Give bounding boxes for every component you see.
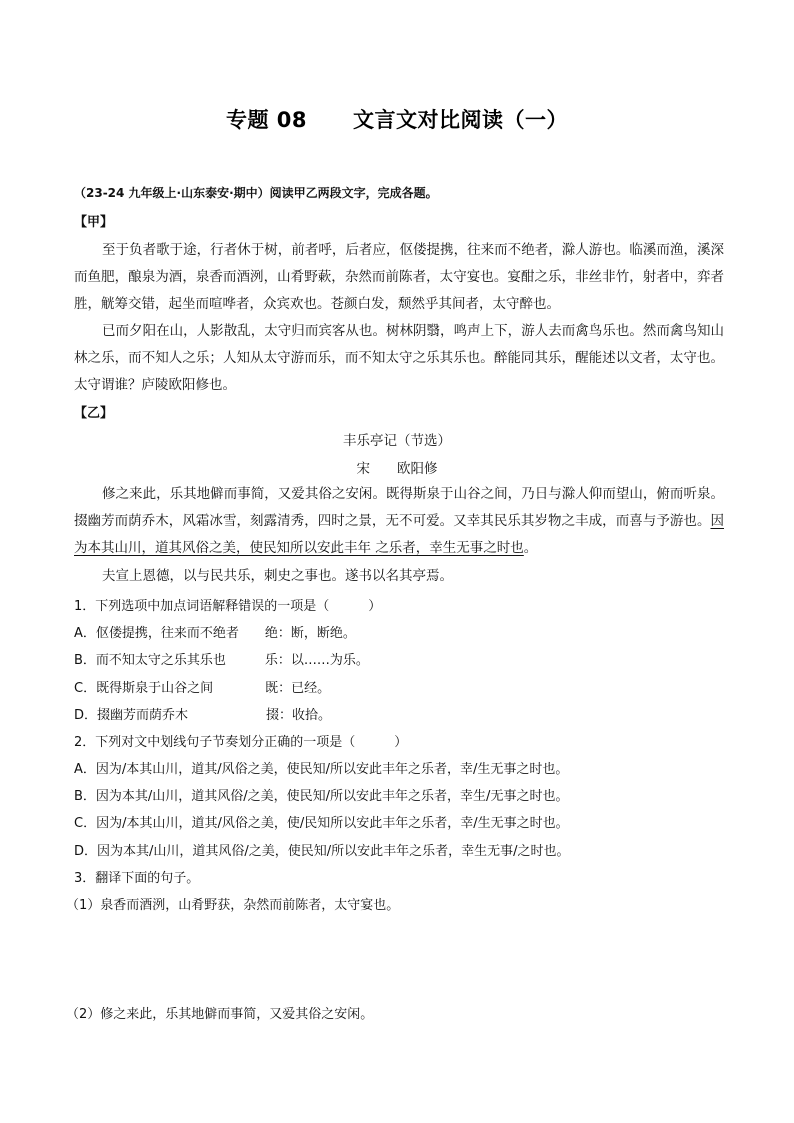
passage-yi-marker: 【乙】 xyxy=(74,406,114,421)
passage-jia-paragraph-2: 已而夕阳在山，人影散乱，太守归而宾客从也。树林阴翳，鸣声上下，游人去而禽鸟乐也。然而禽鸟知山林之乐，而不知人之乐；人知从太守游而乐，而不知太守之乐其乐也。醉能同其乐，醒能述以文者，太守也。太守谓谁？庐陵欧阳修也。 xyxy=(74,323,724,393)
q1-option-b: B．而不知太守之乐其乐也 乐：以……为乐。 xyxy=(74,653,369,668)
yi-text-end: 。 xyxy=(523,540,538,556)
q2-option-a: A．因为/本其山川，道其/风俗之美，使民知/所以安此丰年之乐者，幸/生无事之时也。 xyxy=(74,762,569,777)
title-name: 文言文对比阅读（一） xyxy=(353,108,569,132)
passage-yi-paragraph-1 xyxy=(74,481,724,562)
question-2: 2．下列对文中划线句子节奏划分正确的一项是（ ） xyxy=(74,735,408,750)
passage-jia-paragraph-1: 至于负者歌于途，行者休于树，前者呼，后者应，伛偻提携，往来而不绝者，滁人游也。临溪而渔，溪深而鱼肥，酿泉为酒，泉香而酒洌，山肴野蔌，杂然而前陈者，太守宴也。宴酣之乐，非丝非竹，射者中，弈者胜，觥筹交错，起坐而喧哗者，众宾欢也。苍颜白发，颓然乎其间者，太守醉也。 xyxy=(74,242,724,312)
passage-yi-heading: 丰乐亭记（节选） xyxy=(343,433,451,449)
question-source: （23-24 九年级上·山东泰安·期中）阅读甲乙两段文字，完成各题。 xyxy=(74,186,438,200)
passage-jia-marker: 【甲】 xyxy=(74,215,114,230)
passage-yi-author: 宋 欧阳修 xyxy=(356,461,438,477)
q1-option-a: A．伛偻提携，往来而不绝者 绝：断，断绝。 xyxy=(74,626,356,641)
passage-yi-paragraph-2: 夫宣上恩德，以与民共乐，刺史之事也。遂书以名其亭焉。 xyxy=(102,568,453,584)
page-title xyxy=(0,104,794,134)
underlined-sentence: 因为本其山川，道其风俗之美，使民知所以安此丰年 之乐者，幸生无事之时也 xyxy=(74,513,724,556)
q3-item-1: （1）泉香而酒洌，山肴野获，杂然而前陈者，太守宴也。 xyxy=(66,898,400,913)
q1-option-d: D．掇幽芳而荫乔木 掇：收拾。 xyxy=(74,708,332,723)
title-number: 专题 08 xyxy=(225,108,308,132)
q2-option-d: D．因为本其/山川，道其风俗/之美，使民知/所以安此丰年之乐者，幸生无事/之时也。 xyxy=(74,844,570,859)
question-3: 3．翻译下面的句子。 xyxy=(74,871,200,886)
q2-option-b: B．因为本其/山川，道其风俗/之美，使民知/所以安此丰年之乐者，幸生/无事之时也。 xyxy=(74,789,569,804)
yi-text-start: 修之来此，乐其地僻而事简，又爱其俗之安闲。既得斯泉于山谷之间，乃日与滁人仰而望山，俯而听泉。掇幽芳而荫乔木，风霜冰雪，刻露清秀，四时之景，无不可爱。又幸其民乐其岁物之丰成，而喜与予游也。 xyxy=(74,486,724,529)
question-1: 1．下列选项中加点词语解释错误的一项是（ ） xyxy=(74,599,382,614)
q3-item-2: （2）修之来此，乐其地僻而事简，又爱其俗之安闲。 xyxy=(66,1007,374,1022)
q1-option-c: C．既得斯泉于山谷之间 既：已经。 xyxy=(74,681,331,696)
q2-option-c: C．因为/本其山川，道其/风俗之美，使/民知所以安此丰年之乐者，幸/生无事之时也。 xyxy=(74,816,569,831)
